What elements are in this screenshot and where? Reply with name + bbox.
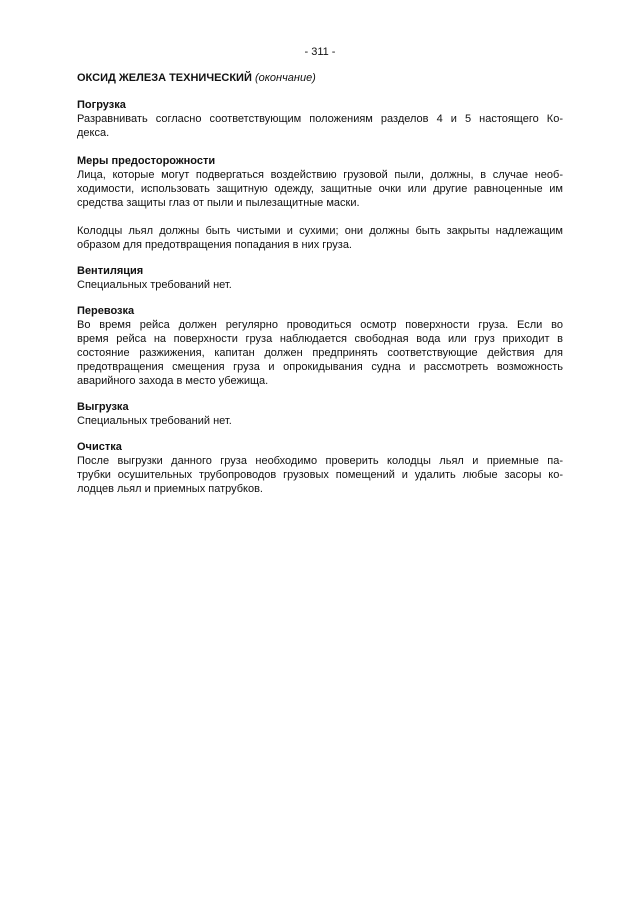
- text-line: время рейса на поверхности груза наблюдается свободная вода или груз приходит в: [77, 333, 563, 345]
- section-text-loading: [77, 112, 563, 140]
- section-heading-ventilation: Вентиляция: [77, 265, 144, 277]
- section-heading-carriage: Перевозка: [77, 305, 135, 317]
- text-line: образом для предотвращения попадания в них груза.: [77, 239, 352, 251]
- text-line: трубки осушительных трубопроводов грузовых помещений и удалить любые засоры ко-: [77, 469, 563, 481]
- section-ventilation: [77, 264, 563, 292]
- section-carriage: [77, 304, 563, 388]
- section-heading-loading: Погрузка: [77, 99, 126, 111]
- text-line: декса.: [77, 127, 110, 139]
- text-line: Специальных требований нет.: [77, 415, 232, 427]
- text-line: После выгрузки данного груза необходимо проверить колодцы льял и приемные па-: [77, 455, 563, 467]
- section-loading: [77, 98, 563, 140]
- text-line: состояние разжижения, капитан должен предпринять соответствующие действия для: [77, 347, 563, 359]
- section-heading-precautions: Меры предосторожности: [77, 155, 216, 167]
- section-text-carriage: [77, 318, 563, 388]
- text-line: Лица, которые могут подвергаться воздействию грузовой пыли, должны, в случае необ-: [77, 169, 563, 181]
- paragraph-gap: [77, 210, 563, 224]
- text-line: Разравнивать согласно соответствующим положениям разделов 4 и 5 настоящего Ко-: [77, 113, 563, 125]
- section-cleaning: [77, 440, 563, 496]
- section-text-precautions-2: [77, 224, 563, 252]
- section-text-cleaning: [77, 454, 563, 496]
- section-precautions: [77, 154, 563, 252]
- section-text-discharge: [77, 414, 563, 428]
- section-heading-discharge: Выгрузка: [77, 401, 129, 413]
- text-line: Специальных требований нет.: [77, 279, 232, 291]
- section-discharge: [77, 400, 563, 428]
- section-heading-cleaning: Очистка: [77, 441, 122, 453]
- text-line: Колодцы льял должны быть чистыми и сухими; они должны быть закрыты надлежащим: [77, 225, 563, 237]
- title-suffix: (окончание): [254, 72, 316, 84]
- text-line: предотвращения смещения груза и опрокидывания судна и рассмотреть возможность: [77, 361, 563, 373]
- text-line: ходимости, использовать защитную одежду, защитные очки или другие равноценные им: [77, 183, 563, 195]
- page-number: - 311 -: [304, 46, 336, 58]
- text-line: аварийного захода в место убежища.: [77, 375, 269, 387]
- section-text-precautions-1: [77, 168, 563, 210]
- text-line: лодцев льял и приемных патрубков.: [77, 483, 263, 495]
- text-line: Во время рейса должен регулярно проводиться осмотр поверхности груза. Если во: [77, 319, 563, 331]
- title-main: ОКСИД ЖЕЛЕЗА ТЕХНИЧЕСКИЙ: [77, 72, 252, 84]
- text-line: средства защиты глаз от пыли и пылезащитные маски.: [77, 197, 360, 209]
- document-title: [77, 71, 316, 85]
- section-text-ventilation: [77, 278, 563, 292]
